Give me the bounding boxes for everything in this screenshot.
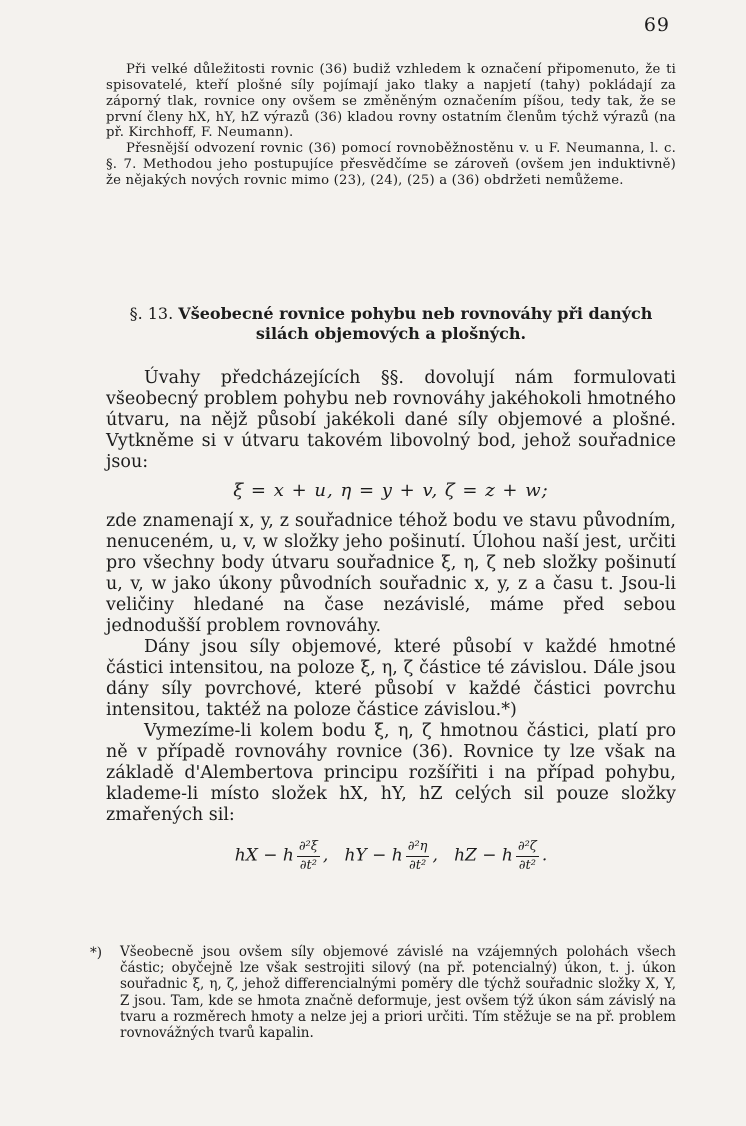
formula-term-z: hZ − h xyxy=(454,845,513,866)
main-paragraph-4: Vymezíme-li kolem bodu ξ, η, ζ hmotnou částici, platí pro ně v případě rovnováhy rovnice (36). Rovnice ty lze však na základě d'Alembertova principu rozšířiti i na případ pohybu, klademe-li místo složek hX, hY, hZ celých sil pouze složky zmařených sil: xyxy=(106,721,676,826)
coordinate-formula: ξ = x + u, η = y + v, ζ = z + w; xyxy=(233,480,549,501)
intro-paragraph-2: Přesnější odvození rovnic (36) pomocí rovnoběžnostěnu v. u F. Neumanna, l. c. §. 7. Methodou jeho postupujíce přesvědčíme se zároveň (ovšem jen induktivně) že nějakých nových rovnic mimo (23), (24), (25) a (36) obdržeti nemůžeme. xyxy=(106,141,676,188)
fraction-y-numerator: ∂²η xyxy=(406,838,430,856)
fraction-x-numerator: ∂²ξ xyxy=(297,838,320,856)
section-title: Všeobecné rovnice pohybu neb rovnováhy při daných silách objemových a plošných. xyxy=(178,304,653,343)
footnote xyxy=(90,944,676,1041)
effective-force-formula: hX − h $\frac{\text{∂²ξ}}{\text{∂t²}}$ , hY − h $\frac{\text{∂²η}}{\text{∂t²}}$ , hZ − h $\frac{\text{∂²ζ}}{\text{∂t²}}$ . xyxy=(234,839,548,873)
fraction-y xyxy=(406,838,430,874)
main-text xyxy=(106,368,676,874)
section-number: §. 13. xyxy=(129,304,174,323)
formula-term-y: hY − h xyxy=(344,845,403,866)
main-paragraph-3: Dány jsou síly objemové, které působí v každé hmotné částici intensitou, na poloze ξ, η, ζ částice té závislou. Dále jsou dány síly povrchové, které působí v každé částici povrchu intensitou, taktéž na poloze částice závislou.*) xyxy=(106,637,676,721)
page-number: 69 xyxy=(643,14,670,36)
formula-term-x: hX − h xyxy=(234,845,294,866)
fraction-x-denominator: ∂t² xyxy=(299,857,317,873)
intro-text xyxy=(106,62,676,189)
main-paragraph-1: Úvahy předcházejících §§. dovolují nám formulovati všeobecný problem pohybu neb rovnováhy jakéhokoli hmotného útvaru, na nějž působí jakékoli dané síly objemové a plošné. Vytkněme si v útvaru takovém libovolný bod, jehož souřadnice jsou: xyxy=(106,368,676,472)
footnote-mark: *) xyxy=(90,945,103,961)
fraction-z-denominator: ∂t² xyxy=(518,857,536,873)
main-paragraph-2: zde znamenají x, y, z souřadnice téhož bodu ve stavu původním, nenuceném, u, v, w složky jeho pošinutí. Úlohou naší jest, určiti pro všechny body útvaru souřadnice ξ, η, ζ neb složky pošinutí u, v, w jako úkony původních souřadnic x, y, z a času t. Jsou-li veličiny hledané na čase nezávislé, máme před sebou jednodušší problem rovnováhy. xyxy=(106,511,676,637)
footnote-text: Všeobecně jsou ovšem síly objemové závislé na vzájemných polohách všech částic; obyčejně lze však sestrojiti silový (na př. potencialný) úkon, t. j. úkon souřadnic ξ, η, ζ, jehož differencialnými poměry dle týchž souřadnic složky X, Y, Z jsou. Tam, kde se hmota značně deformuje, jest ovšem týž úkon sám závislý na tvaru a rozměrech hmoty a nelze jej a priori určiti. Tím stěžuje se na př. problem rovnovážných tvarů kapalin. xyxy=(120,944,676,1041)
fraction-x xyxy=(297,838,320,874)
section-heading xyxy=(106,304,676,344)
fraction-z-numerator: ∂²ζ xyxy=(516,838,539,856)
fraction-y-denominator: ∂t² xyxy=(409,857,427,873)
fraction-z xyxy=(516,838,539,874)
intro-paragraph-1: Při velké důležitosti rovnic (36) budiž vzhledem k označení připomenuto, že ti spisovatelé, kteří plošné síly pojímají jako tlaky a napjetí (tahy) pokládají za záporný tlak, rovnice ony ovšem se změněným označením píšou, tedy tak, že se první členy hX, hY, hZ výrazů (36) kladou rovny ostatním členům týchž výrazů (na př. Kirchhoff, F. Neumann). xyxy=(106,62,676,141)
